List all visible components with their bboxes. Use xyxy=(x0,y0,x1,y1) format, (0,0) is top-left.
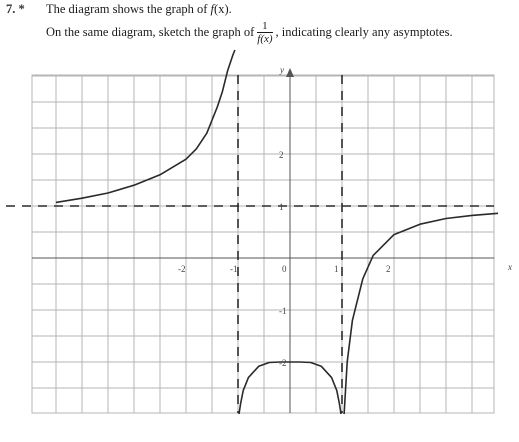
x-tick-label: 2 xyxy=(386,264,391,274)
y-tick-label: 2 xyxy=(279,150,284,160)
axes xyxy=(32,68,494,413)
question-line-2: On the same diagram, sketch the graph of $\frac{1}{f(x)}$ , indicating clearly any asymptotes. xyxy=(46,20,453,45)
reciprocal-fraction: $\frac{1}{f(x)}$ xyxy=(257,20,273,45)
question-number: 7. * xyxy=(6,2,25,16)
y-axis-label: y xyxy=(280,65,284,75)
y-tick-label: -1 xyxy=(279,306,287,316)
y-tick-label: 1 xyxy=(279,202,284,212)
y-axis-arrow xyxy=(286,68,294,77)
curve xyxy=(344,213,498,414)
x-tick-label: -1 xyxy=(230,264,238,274)
x-axis-label: x xyxy=(508,262,512,272)
x-tick-label: 0 xyxy=(282,264,287,274)
question-line-1: The diagram shows the graph of f(x). xyxy=(46,2,232,16)
x-tick-label: -2 xyxy=(178,264,186,274)
grid xyxy=(32,75,494,413)
y-tick-label: -2 xyxy=(279,358,287,368)
x-tick-label: 1 xyxy=(334,264,339,274)
